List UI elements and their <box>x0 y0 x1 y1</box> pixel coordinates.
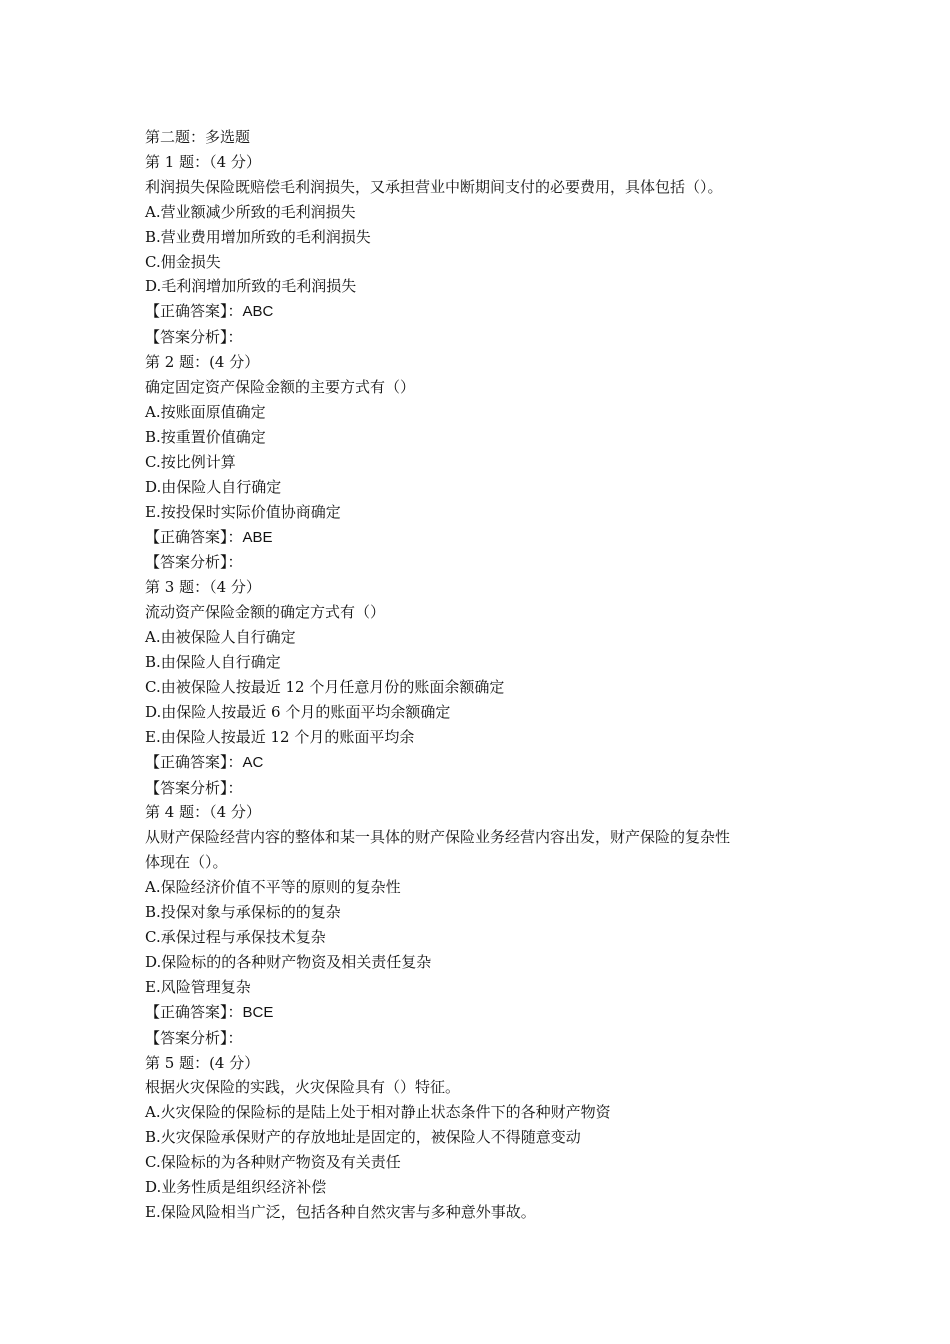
option-c: C.佣金损失 <box>145 252 221 271</box>
correct-answer-value: ABC <box>242 303 274 321</box>
option-b: B.营业费用增加所致的毛利润损失 <box>145 227 371 246</box>
option-b: B.按重置价值确定 <box>145 427 266 446</box>
option-b: B.投保对象与承保标的的复杂 <box>145 903 341 922</box>
question-stem: 根据火灾保险的实践，火灾保险具有（）特征。 <box>145 1078 461 1097</box>
question-header: 第 1 题：（4 分） <box>145 152 261 171</box>
option-a: A.由被保险人自行确定 <box>145 628 296 647</box>
option-a: A.火灾保险的保险标的是陆上处于相对静止状态条件下的各种财产物资 <box>145 1103 611 1122</box>
option-c: C.由被保险人按最近 12 个月任意月份的账面余额确定 <box>145 677 505 696</box>
option-c: C.承保过程与承保技术复杂 <box>145 928 326 946</box>
correct-answer-label: 【正确答案】： <box>145 752 243 771</box>
correct-answer-label: 【正确答案】： <box>145 1002 243 1021</box>
option-a: A.按账面原值确定 <box>145 402 266 421</box>
option-d: D.保险标的的各种财产物资及相关责任复杂 <box>145 952 432 971</box>
answer-analysis-label: 【答案分析】： <box>145 328 243 347</box>
question-stem-line-2: 体现在（）。 <box>145 853 228 872</box>
option-d: D.由保险人自行确定 <box>145 477 282 496</box>
correct-answer-label: 【正确答案】： <box>145 302 243 321</box>
question-stem-line-1: 从财产保险经营内容的整体和某一具体的财产保险业务经营内容出发，财产保险的复杂性 <box>145 828 731 847</box>
question-stem: 利润损失保险既赔偿毛利润损失，又承担营业中断期间支付的必要费用，具体包括（）。 <box>145 177 723 196</box>
answer-analysis-label: 【答案分析】： <box>145 1028 243 1047</box>
correct-answer-value: BCE <box>242 1003 274 1021</box>
option-a: A.保险经济价值不平等的原则的复杂性 <box>145 878 401 897</box>
option-a: A.营业额减少所致的毛利润损失 <box>145 202 356 221</box>
option-b: B.由保险人自行确定 <box>145 653 281 672</box>
option-b: B.火灾保险承保财产的存放地址是固定的，被保险人不得随意变动 <box>145 1128 581 1147</box>
section-title: 第二题：多选题 <box>145 128 251 146</box>
option-e: E.风险管理复杂 <box>145 977 251 996</box>
option-e: E.保险风险相当广泛，包括各种自然灾害与多种意外事故。 <box>145 1202 536 1221</box>
option-e: E.按投保时实际价值协商确定 <box>145 502 341 521</box>
option-d: D.由保险人按最近 6 个月的账面平均余额确定 <box>145 702 451 721</box>
correct-answer-line <box>145 525 815 551</box>
correct-answer-value: ABE <box>242 528 273 546</box>
question-header: 第 5 题：(4 分） <box>145 1053 260 1072</box>
option-d: D.毛利润增加所致的毛利润损失 <box>145 277 357 296</box>
question-stem: 确定固定资产保险金额的主要方式有（） <box>145 378 416 397</box>
question-stem: 流动资产保险金额的确定方式有（） <box>145 603 386 622</box>
question-header: 第 2 题：(4 分） <box>145 353 260 372</box>
answer-analysis-label: 【答案分析】： <box>145 553 243 572</box>
answer-analysis-label: 【答案分析】： <box>145 778 243 797</box>
document-content <box>145 125 815 1225</box>
correct-answer-label: 【正确答案】： <box>145 527 243 546</box>
option-e: E.由保险人按最近 12 个月的账面平均余 <box>145 727 415 746</box>
option-c: C.保险标的为各种财产物资及有关责任 <box>145 1153 401 1172</box>
correct-answer-value: AC <box>242 753 264 771</box>
correct-answer-line <box>145 299 815 325</box>
question-header: 第 4 题：（4 分） <box>145 803 261 822</box>
option-c: C.按比例计算 <box>145 452 236 471</box>
question-header: 第 3 题：（4 分） <box>145 578 261 597</box>
correct-answer-line <box>145 1000 815 1026</box>
option-d: D.业务性质是组织经济补偿 <box>145 1178 327 1197</box>
correct-answer-line <box>145 750 815 776</box>
